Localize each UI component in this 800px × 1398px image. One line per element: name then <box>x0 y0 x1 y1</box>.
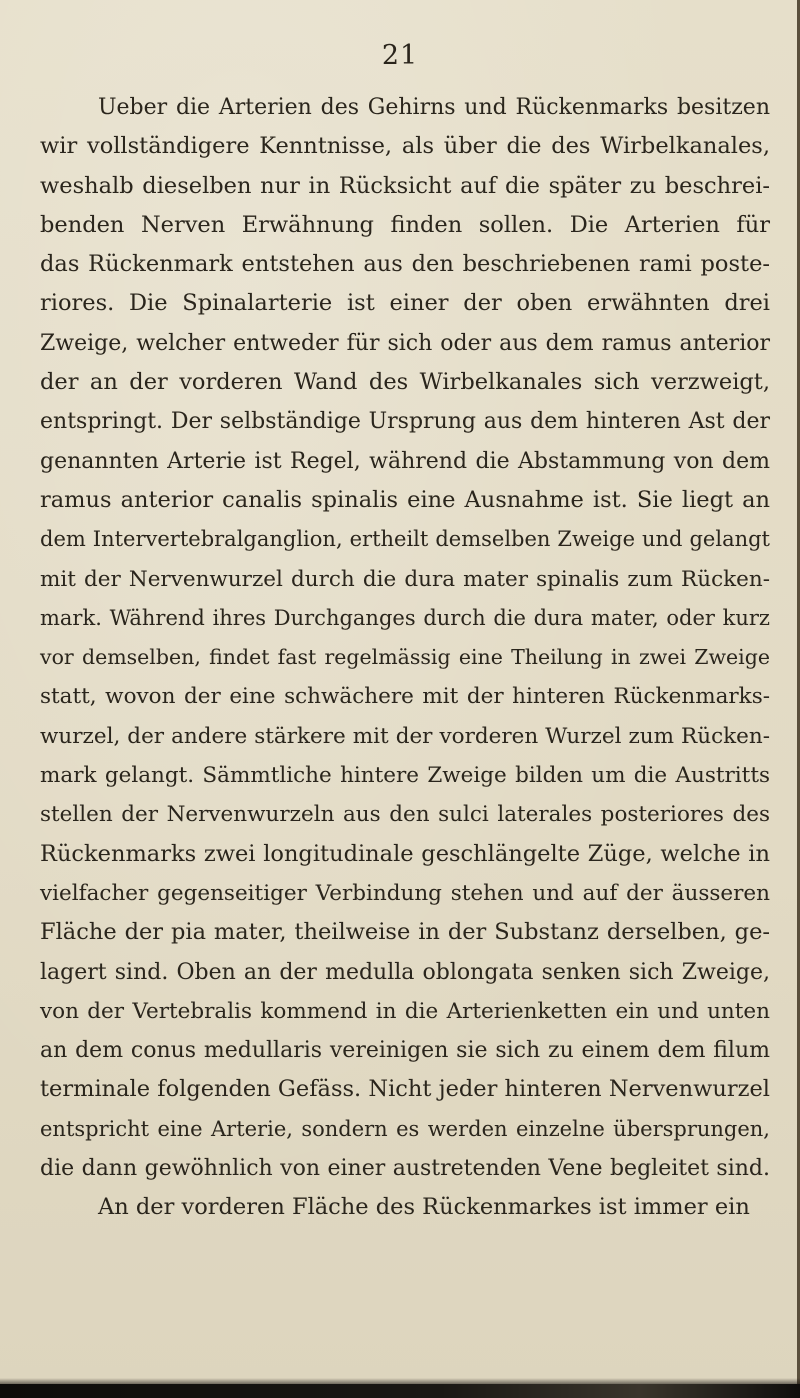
text-line: statt, wovon der eine schwächere mit der hinteren Rückenmarks- <box>40 684 770 710</box>
text-line: genannten Arterie ist Regel, während die Abstammung von dem <box>40 448 770 474</box>
text-line: von der Vertebralis kommend in die Arterienketten ein und unten <box>40 998 770 1024</box>
text-line: stellen der Nervenwurzeln aus den sulci laterales posteriores des <box>40 802 770 828</box>
text-line: entspringt. Der selbständige Ursprung aus dem hinteren Ast der <box>40 409 770 435</box>
text-line: mit der Nervenwurzel durch die dura mater spinalis zum Rücken- <box>40 566 770 592</box>
page-number: 21 <box>381 40 419 71</box>
text-line: Fläche der pia mater, theilweise in der Substanz derselben, ge- <box>40 919 770 946</box>
text-line: benden Nerven Erwähnung finden sollen. Die Arterien für <box>40 211 770 238</box>
text-line: weshalb dieselben nur in Rücksicht auf die später zu beschrei- <box>40 172 770 199</box>
text-line: Rückenmarks zwei longitudinale geschlängelte Züge, welche in <box>40 840 770 867</box>
text-line: wurzel, der andere stärkere mit der vorderen Wurzel zum Rücken- <box>40 723 770 749</box>
scan-bottom-edge <box>0 1384 800 1398</box>
text-line: der an der vorderen Wand des Wirbelkanales sich verzweigt, <box>40 369 770 396</box>
text-line: mark. Während ihres Durchganges durch die dura mater, oder kurz <box>40 605 770 630</box>
text-line: an dem conus medullaris vereinigen sie sich zu einem dem filum <box>40 1038 770 1064</box>
text-line: Zweige, welcher entweder für sich oder aus dem ramus anterior <box>40 330 770 356</box>
text-line: Ueber die Arterien des Gehirns und Rückenmarks besitzen <box>98 95 770 120</box>
text-line: dem Intervertebralganglion, ertheilt demselben Zweige und gelangt <box>40 527 770 552</box>
text-line: An der vorderen Fläche des Rückenmarkes ist immer ein <box>98 1194 750 1221</box>
text-line: wir vollständigere Kenntnisse, als über die des Wirbelkanales, <box>40 133 770 160</box>
text-line: vor demselben, findet fast regelmässig eine Theilung in zwei Zweige <box>40 645 770 670</box>
text-line: mark gelangt. Sämmtliche hintere Zweige bilden um die Austritts <box>40 763 770 789</box>
text-line: entspricht eine Arterie, sondern es werden einzelne übersprungen, <box>40 1116 770 1141</box>
text-line: vielfacher gegenseitiger Verbindung stehen und auf der äusseren <box>40 880 770 906</box>
text-line: das Rückenmark entstehen aus den beschriebenen rami poste- <box>40 251 770 278</box>
text-line: die dann gewöhnlich von einer austretenden Vene begleitet sind. <box>40 1156 770 1182</box>
text-line: lagert sind. Oben an der medulla oblongata senken sich Zweige, <box>40 959 770 985</box>
text-line: riores. Die Spinalarterie ist einer der oben erwähnten drei <box>40 290 770 317</box>
text-line: ramus anterior canalis spinalis eine Ausnahme ist. Sie liegt an <box>40 486 770 513</box>
text-line: terminale folgenden Gefäss. Nicht jeder hinteren Nervenwurzel <box>40 1076 770 1103</box>
body-text <box>40 88 770 1228</box>
